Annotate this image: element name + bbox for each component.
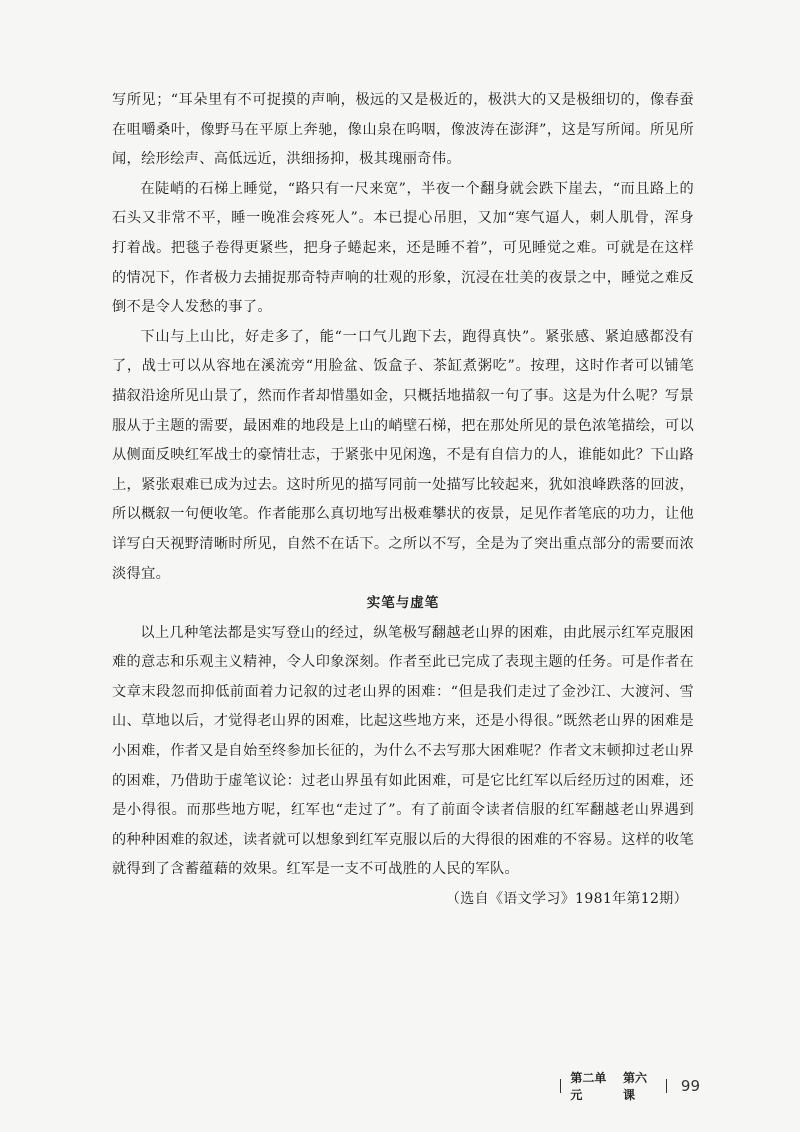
footer-divider-left: [560, 1079, 561, 1093]
footer-unit-label: 第二单元: [570, 1071, 607, 1102]
page-number: 99: [680, 1077, 700, 1095]
source-citation: （选自《语文学习》1981年第12期）: [445, 891, 688, 908]
page-footer: [560, 1071, 700, 1102]
section-heading: 实笔与虚笔: [366, 595, 440, 612]
footer-lesson-label: 第六课: [623, 1071, 648, 1102]
paragraph-real-and-virtual-writing: 以上几种笔法都是实写登山的经过，纵笔极写翻越老山界的困难，由此展示红军克服困难的意志和乐观主义精神，令人印象深刻。作者至此已完成了表现主题的任务。可是作者在文章末段忽而抑低前面着力记叙的过老山界的困难：“但是我们走过了金沙江、大渡河、雪山、草地以后，才觉得老山界的困难，比起这些地方来，还是小得很。”既然老山界的困难是小困难，作者又是自始至终参加长征的，为什么不去写那大困难呢？作者文末顿抑过老山界的困难，乃借助于虚笔议论：过老山界虽有如此困难，可是它比红军以后经历过的困难，还是小得很。而那些地方呢，红军也“走过了”。有了前面令读者信服的红军翻越老山界遇到的种种困难的叙述，读者就可以想象到红军克服以后的大得很的困难的不容易。这样的收笔就得到了含蓄蕴藉的效果。红军是一支不可战胜的人民的军队。: [112, 624, 695, 878]
article-body: [112, 86, 694, 915]
paragraph-descending-mountain: 下山与上山比，好走多了，能“一口气儿跑下去，跑得真快”。紧张感、紧迫感都没有了，战士可以从容地在溪流旁“用脸盆、饭盒子、茶缸煮粥吃”。按理，这时作者可以铺笔描叙沿途所见山景了，然而作者却惜墨如金，只概括地描叙一句了事。这是为什么呢？写景服从于主题的需要，最困难的地段是上山的峭壁石梯，把在那处所见的景色浓笔描绘，可以从侧面反映红军战士的豪情壮志，于紧张中见闲逸，不是有自信力的人，谁能如此？下山路上，紧张艰难已成为过去。这时所见的描写同前一处描写比较起来，犹如浪峰跌落的回波，所以概叙一句便收笔。作者能那么真切地写出极难攀状的夜景，足见作者笔底的功力，让他详写白天视野清晰时所见，自然不在话下。之所以不写，全是为了突出重点部分的需要而浓淡得宜。: [112, 328, 694, 582]
footer-divider-right: [666, 1079, 667, 1093]
paragraph-continued: 写所见；“耳朵里有不可捉摸的声响，极远的又是极近的，极洪大的又是极细切的，像春蚕在咀嚼桑叶，像野马在平原上奔驰，像山泉在呜咽，像波涛在澎湃”，这是写所闻。所见所闻，绘形绘声、高低远近，洪细扬抑，极其瑰丽奇伟。: [112, 92, 694, 168]
paragraph-sleeping-on-stairs: 在陡峭的石梯上睡觉，“路只有一尺来宽”，半夜一个翻身就会跌下崖去，“而且路上的石头又非常不平，睡一晚准会疼死人”。本已提心吊胆，又加“寒气逼人，刺人肌骨，浑身打着战。把毯子卷得更紧些，把身子蜷起来，还是睡不着”，可见睡觉之难。可就是在这样的情况下，作者极力去捕捉那奇特声响的壮观的形象，沉浸在壮美的夜景之中，睡觉之难反倒不是令人发愁的事了。: [112, 180, 694, 316]
